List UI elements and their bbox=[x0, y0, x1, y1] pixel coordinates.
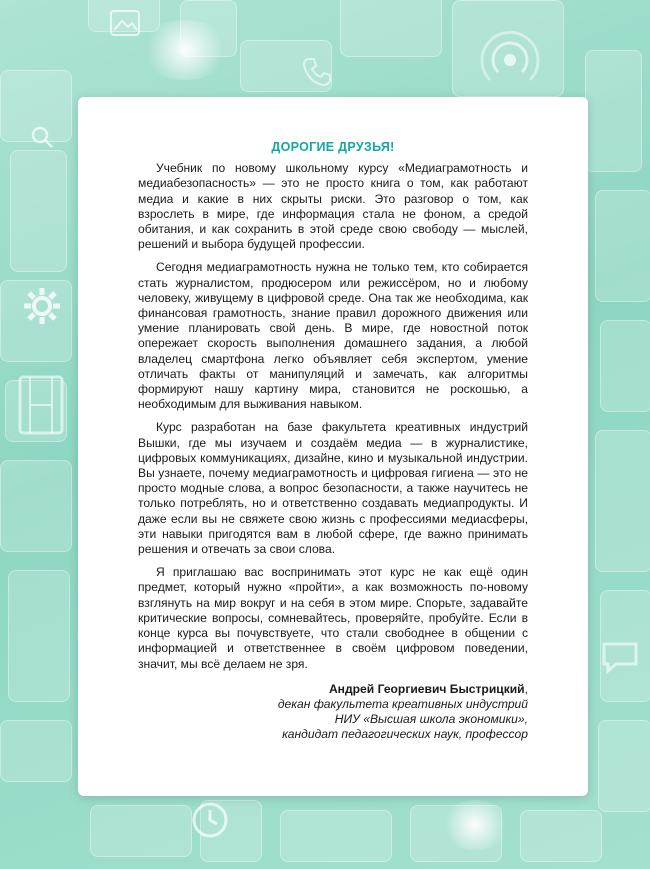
bg-tile bbox=[520, 810, 602, 862]
signature-name-suffix: , bbox=[524, 681, 528, 696]
bg-tile bbox=[585, 50, 642, 172]
podcast-icon bbox=[480, 30, 540, 90]
letter-title: ДОРОГИЕ ДРУЗЬЯ! bbox=[271, 140, 395, 154]
signature-name: Андрей Георгиевич Быстрицкий bbox=[328, 681, 525, 696]
letter-content bbox=[138, 140, 528, 743]
search-icon bbox=[30, 125, 54, 149]
letter-paragraph: Учебник по новому школьному курсу «Медиаграмотность и медиабезопасность» — это не просто книга о том, как работают медиа и какие в них скрыты риски. Это разговор о том, как взрослеть в мире, где информация стала не фоном, а средой обитания, и как сохранить в этой среде свою свободу — мыслей, решений и выбора будущей профессии. bbox=[138, 161, 528, 252]
bg-glow bbox=[140, 20, 230, 80]
signature-role: кандидат педагогических наук, профессор bbox=[282, 727, 528, 742]
bg-tile bbox=[280, 810, 392, 862]
bg-glow bbox=[440, 800, 510, 850]
bg-tile bbox=[595, 430, 650, 572]
bg-tile bbox=[598, 720, 650, 812]
photo-icon bbox=[110, 10, 140, 36]
letter-paragraph: Я приглашаю вас воспринимать этот курс не как ещё один предмет, который нужно «пройти», а как возможность по-новому взглянуть на мир вокруг и на себя в этом мире. Спорьте, задавайте критические вопросы, сомневайтесь, проверяйте, пробуйте. Если в конце курса вы почувствуете, что стали свободнее в общении с информацией и ответственнее в своём цифровом поведении, значит, мы всё делаем не зря. bbox=[138, 565, 528, 671]
bg-tile bbox=[8, 570, 70, 702]
bg-tile bbox=[340, 0, 442, 57]
bg-tile bbox=[0, 720, 72, 782]
chat-icon bbox=[600, 640, 640, 674]
film-icon bbox=[16, 375, 66, 435]
phone-icon bbox=[300, 55, 334, 89]
signature-block bbox=[138, 682, 528, 743]
clock-icon bbox=[190, 800, 230, 840]
signature-role: НИУ «Высшая школа экономики», bbox=[334, 712, 528, 727]
letter-paragraph: Сегодня медиаграмотность нужна не только тем, кто собирается стать журналистом, продюсером или режиссёром, но и любому человеку, живущему в цифровой среде. Она так же необходима, как финансовая грамотность, знание правил дорожного движения или умение планировать свой день. В мире, где новостной поток опережает скорость выполнения домашнего задания, а любой владелец смартфона легко объявляет себя экспертом, умение отличать факты от манипуляций и замечать, как алгоритмы формируют нашу картину мира, становится не роскошью, а необходимым для выживания навыком. bbox=[138, 260, 528, 412]
gear-icon bbox=[22, 286, 62, 326]
bg-tile bbox=[0, 460, 72, 552]
bg-tile bbox=[90, 805, 192, 857]
bg-tile bbox=[10, 150, 67, 272]
signature-role: декан факультета креативных индустрий bbox=[277, 696, 528, 711]
letter-paragraph: Курс разработан на базе факультета креативных индустрий Вышки, где мы изучаем и создаём медиа — в журналистике, цифровых коммуникациях, дизайне, кино и музыкальной индустрии. Вы узнаете, почему медиаграмотность и цифровая гигиена — это не просто модные слова, а вопрос безопасности, а также научитесь не только потреблять, но и ответственно создавать медиапродукты. И даже если вы не свяжете свою жизнь с профессиями медиасферы, эти навыки пригодятся вам в любой сфере, где важно принимать решения и отвечать за свои слова. bbox=[138, 420, 528, 557]
bg-tile bbox=[600, 320, 650, 412]
bg-tile bbox=[595, 190, 650, 302]
